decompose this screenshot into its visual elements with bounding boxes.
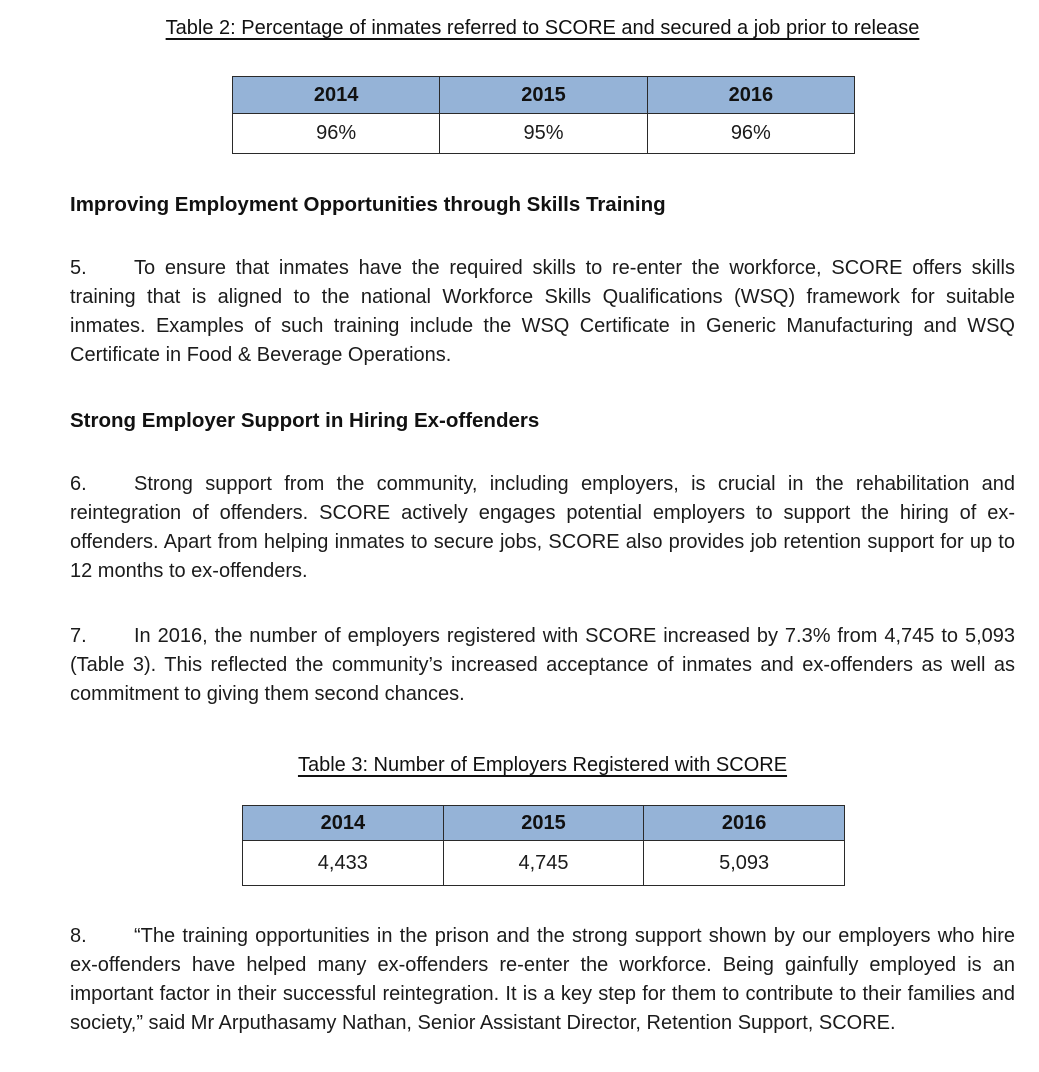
table3-value-2014: 4,433 <box>243 841 444 886</box>
table2-value-2014: 96% <box>233 114 440 154</box>
paragraph-6-text: Strong support from the community, including employers, is crucial in the rehabilitation and reintegration of offenders. SCORE actively engages potential employers to support the hiring of ex-offenders. Apart from helping inmates to secure jobs, SCORE also provides job retention support for up to 12 months to ex-offenders. <box>70 473 1015 582</box>
table2-header-row <box>233 77 855 114</box>
paragraph-8-text: “The training opportunities in the prison and the strong support shown by our employers who hire ex-offenders have helped many ex-offenders re-enter the workforce. Being gainfully employed is an important factor in their successful reintegration. It is a key step for them to contribute to their families and society,” said Mr Arputhasamy Nathan, Senior Assistant Director, Retention Support, SCORE. <box>70 925 1015 1034</box>
table3-caption: Table 3: Number of Employers Registered with SCORE <box>297 754 788 776</box>
table3-data-row <box>243 841 845 886</box>
table3-value-2016: 5,093 <box>644 841 845 886</box>
table2-value-2016: 96% <box>647 114 854 154</box>
table3 <box>242 805 845 886</box>
table3-value-2015: 4,745 <box>443 841 644 886</box>
table2-header-2016: 2016 <box>647 77 854 114</box>
table2 <box>232 76 855 154</box>
paragraph-5 <box>70 254 1015 370</box>
paragraph-6 <box>70 470 1015 586</box>
table3-header-row <box>243 806 845 841</box>
table3-header-2016: 2016 <box>644 806 845 841</box>
heading-skills-training: Improving Employment Opportunities through Skills Training <box>70 193 666 216</box>
paragraph-5-text: To ensure that inmates have the required skills to re-enter the workforce, SCORE offers skills training that is aligned to the national Workforce Skills Qualifications (WSQ) framework for suitable inmates. Examples of such training include the WSQ Certificate in Generic Manufacturing and WSQ Certificate in Food & Beverage Operations. <box>70 257 1015 366</box>
paragraph-7 <box>70 622 1015 709</box>
paragraph-8-number: 8. <box>70 925 87 947</box>
paragraph-6-number: 6. <box>70 473 87 495</box>
paragraph-7-text: In 2016, the number of employers registered with SCORE increased by 7.3% from 4,745 to 5,093 (Table 3). This reflected the community’s increased acceptance of inmates and ex-offenders as well as commitment to giving them second chances. <box>70 625 1015 705</box>
paragraph-7-number: 7. <box>70 625 87 647</box>
table3-header-2014: 2014 <box>243 806 444 841</box>
table2-data-row <box>233 114 855 154</box>
paragraph-5-number: 5. <box>70 257 87 279</box>
table2-header-2015: 2015 <box>440 77 647 114</box>
table2-header-2014: 2014 <box>233 77 440 114</box>
table2-value-2015: 95% <box>440 114 647 154</box>
table2-caption: Table 2: Percentage of inmates referred to SCORE and secured a job prior to release <box>165 17 920 39</box>
table3-header-2015: 2015 <box>443 806 644 841</box>
heading-employer-support: Strong Employer Support in Hiring Ex-offenders <box>70 409 540 432</box>
paragraph-8 <box>70 922 1015 1038</box>
